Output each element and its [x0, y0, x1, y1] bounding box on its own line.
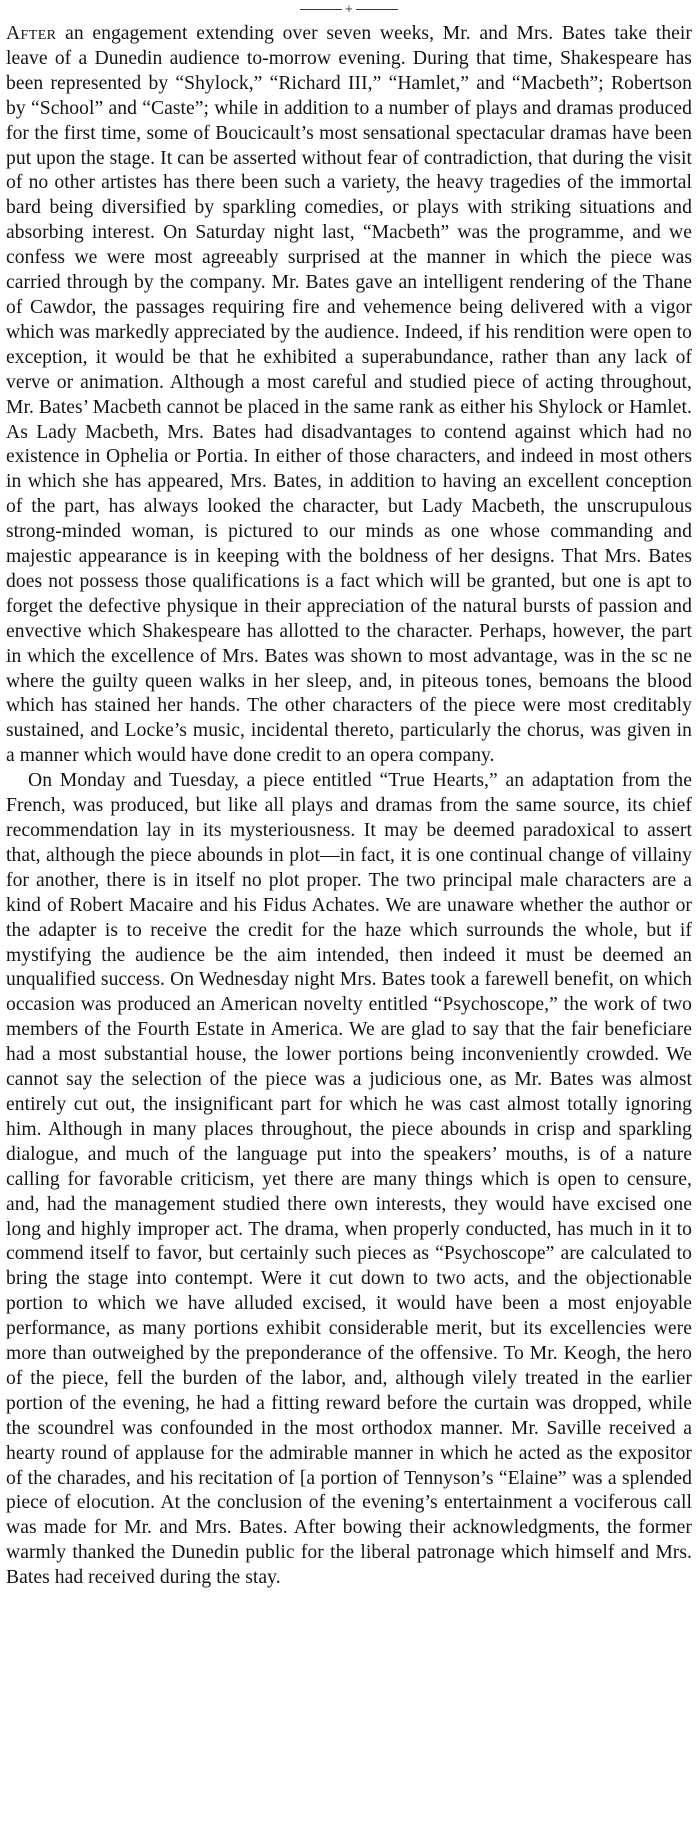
article-paragraph-1: [6, 22, 692, 769]
paragraph-1-text: an engagement extending over seven weeks, Mr. and Mrs. Bates take their leave of a Dunedin audience to-morrow evening. During that time, Shakespeare has been represented by “Shylock,” “Richard III,” “Hamlet,” and “Macbeth”; Robertson by “School” and “Caste”; while in addition to a number of plays and dramas produced for the first time, some of Boucicault’s most sensational spectacular dramas have been put upon the stage. It can be asserted without fear of contradiction, that during the visit of no other artistes has there been such a variety, the heavy tragedies of the immortal bard being diversified by sparkling comedies, or plays with striking situations and absorbing interest. On Saturday night last, “Macbeth” was the programme, and we confess we were most agreeably surprised at the manner in which the piece was carried through by the company. Mr. Bates gave an intelligent rendering of the Thane of Cawdor, the passages requiring fire and vehemence being delivered with a vigor which was markedly appreciated by the audience. Indeed, if his rendition were open to exception, it would be that he exhibited a superabundance, rather than any lack of verve or animation. Although a most careful and studied piece of acting throughout, Mr. Bates’ Macbeth cannot be placed in the same rank as either his Shylock or Hamlet. As Lady Macbeth, Mrs. Bates had disadvantages to contend against which had no existence in Ophelia or Portia. In either of those characters, and indeed in most others in which she has appeared, Mrs. Bates, in addition to having an excellent conception of the part, has always looked the character, but Lady Macbeth, the unscrupulous strong-minded woman, is pictured to our minds as one whose commanding and majestic appearance is in keeping with the boldness of her designs. That Mrs. Bates does not possess those qualifications is a fact which will be granted, but one is apt to forget the defective physique in their appreciation of the natural bursts of passion and envective which Shakespeare has allotted to the character. Perhaps, however, the part in which the excellence of Mrs. Bates was shown to most advantage, was in the sc ne where the guilty queen walks in her sleep, and, in piteous tones, bemoans the blood which has stained her hands. The other characters of the piece were most creditably sustained, and Locke’s music, incidental thereto, particularly the chorus, was given in a manner which would have done credit to an opera company.: [6, 23, 692, 767]
section-divider: [300, 6, 398, 14]
article-paragraph-2: [6, 769, 692, 1591]
divider-ornament: +: [342, 5, 356, 14]
paragraph-2-text: On Monday and Tuesday, a piece entitled “True Hearts,” an adaptation from the French, was produced, but like all plays and dramas from the same source, its chief recommendation lay in its mysteriousness. It may be deemed paradoxical to assert that, although the piece abounds in plot—in fact, it is one continual change of villainy for another, there is in itself no plot proper. The two principal male characters are a kind of Robert Macaire and his Fidus Achates. We are unaware whether the author or the adapter is to receive the credit for the haze which surrounds the whole, but if mystifying the audience be the aim intended, then indeed it must be deemed an unqualified success. On Wednesday night Mrs. Bates took a farewell benefit, on which occasion was produced an American novelty entitled “Psychoscope,” the work of two members of the Fourth Estate in America. We are glad to say that the fair beneficiare had a most substantial house, the lower portions being inconveniently crowded. We cannot say the selection of the piece was a judicious one, as Mr. Bates was almost entirely cut out, the insignificant part for which he was cast almost totally ignoring him. Although in many places throughout, the piece abounds in crisp and sparkling dialogue, and much of the language put into the speakers’ mouths, is of a nature calling for favorable criticism, yet there are many things which is open to censure, and, had the management studied there own interests, they would have excised one long and highly improper act. The drama, when properly conducted, has much in it to commend itself to favor, but certainly such pieces as “Psychoscope” are calculated to bring the stage into contempt. Were it cut down to two acts, and the objectionable portion to which we have alluded excised, it would have been a most enjoyable performance, as many portions exhibit considerable merit, but its excellencies were more than outweighed by the preponderance of the offensive. To Mr. Keogh, the hero of the piece, fell the burden of the labor, and, although vilely treated in the earlier portion of the evening, he had a fitting reward before the curtain was dropped, while the scoundrel was confounded in the most orthodox manner. Mr. Saville received a hearty round of applause for the admirable manner in which he acted as the expositor of the charades, and his recitation of [a portion of Tennyson’s “Elaine” was a splended piece of elocution. At the conclusion of the evening’s entertainment a vociferous call was made for Mr. and Mrs. Bates. After bowing their acknowledgments, the former warmly thanked the Dunedin public for the liberal patronage which himself and Mrs. Bates had received during the stay.: [6, 770, 692, 1589]
opening-word: After: [6, 23, 57, 44]
